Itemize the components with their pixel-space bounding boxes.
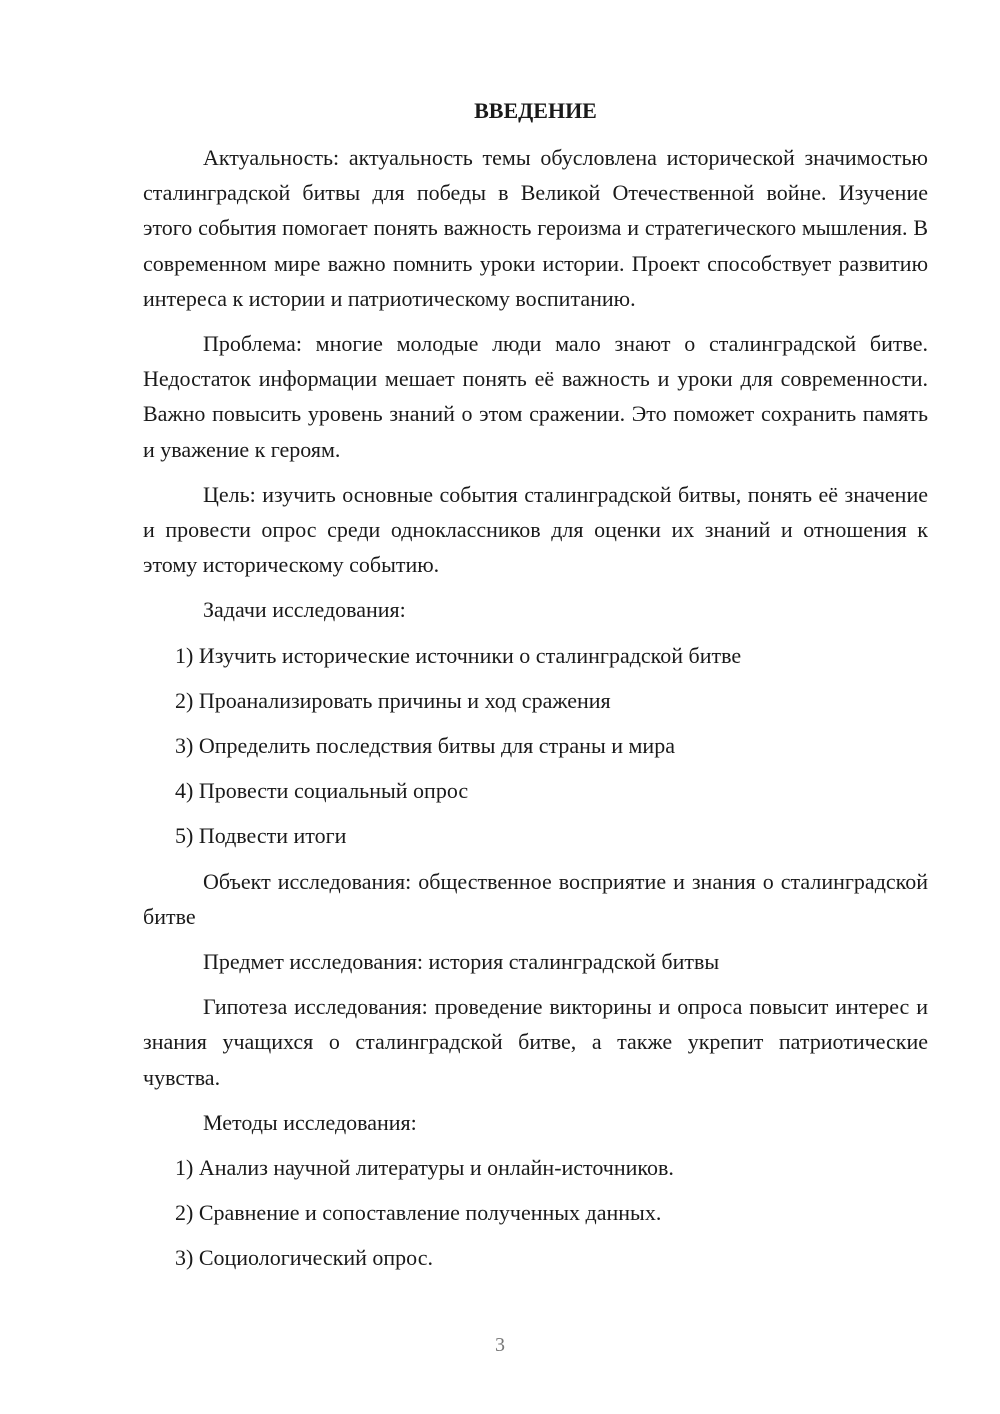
subject-paragraph: Предмет исследования: история сталинградской битвы xyxy=(203,949,720,975)
method-item: 2) Сравнение и сопоставление полученных данных. xyxy=(175,1200,662,1226)
method-item: 3) Социологический опрос. xyxy=(175,1245,433,1271)
tasks-list xyxy=(143,638,928,854)
task-item: 4) Провести социальный опрос xyxy=(175,778,469,804)
problem-paragraph: Проблема: многие молодые люди мало знают о сталинградской битве. Недостаток информации мешает понять её важность и уроки для современности. Важно повысить уровень знаний о этом сражении. Это поможет сохранить память и уважение к героям. xyxy=(143,331,928,462)
method-item: 1) Анализ научной литературы и онлайн-источников. xyxy=(175,1155,674,1181)
task-item: 1) Изучить исторические источники о сталинградской битве xyxy=(175,642,742,668)
goal-paragraph: Цель: изучить основные события сталинградской битвы, понять её значение и провести опрос среди одноклассников для оценки их знаний и отношения к этому историческому событию. xyxy=(143,481,928,578)
page-number: 3 xyxy=(495,1334,505,1356)
task-item: 5) Подвести итоги xyxy=(175,823,347,849)
hypothesis-paragraph: Гипотеза исследования: проведение викторины и опроса повысит интерес и знания учащихся о сталинградской битве, а также укрепит патриотические чувства. xyxy=(143,994,928,1090)
methods-list xyxy=(143,1150,928,1276)
tasks-heading: Задачи исследования: xyxy=(203,597,406,623)
task-item: 3) Определить последствия битвы для страны и мира xyxy=(175,733,675,759)
relevance-paragraph: Актуальность: актуальность темы обусловлена исторической значимостью сталинградской битвы для победы в Великой Отечественной войне. Изучение этого события помогает понять важность героизма и стратегического мышления. В современном мире важно помнить уроки истории. Проект способствует развитию интереса к истории и патриотическому воспитанию. xyxy=(143,145,928,311)
document-page xyxy=(143,94,928,1286)
task-item: 2) Проанализировать причины и ход сражения xyxy=(175,687,611,713)
section-title: ВВЕДЕНИЕ xyxy=(474,98,597,123)
object-paragraph: Объект исследования: общественное восприятие и знания о сталинградской битве xyxy=(143,868,928,929)
methods-heading: Методы исследования: xyxy=(203,1109,417,1135)
